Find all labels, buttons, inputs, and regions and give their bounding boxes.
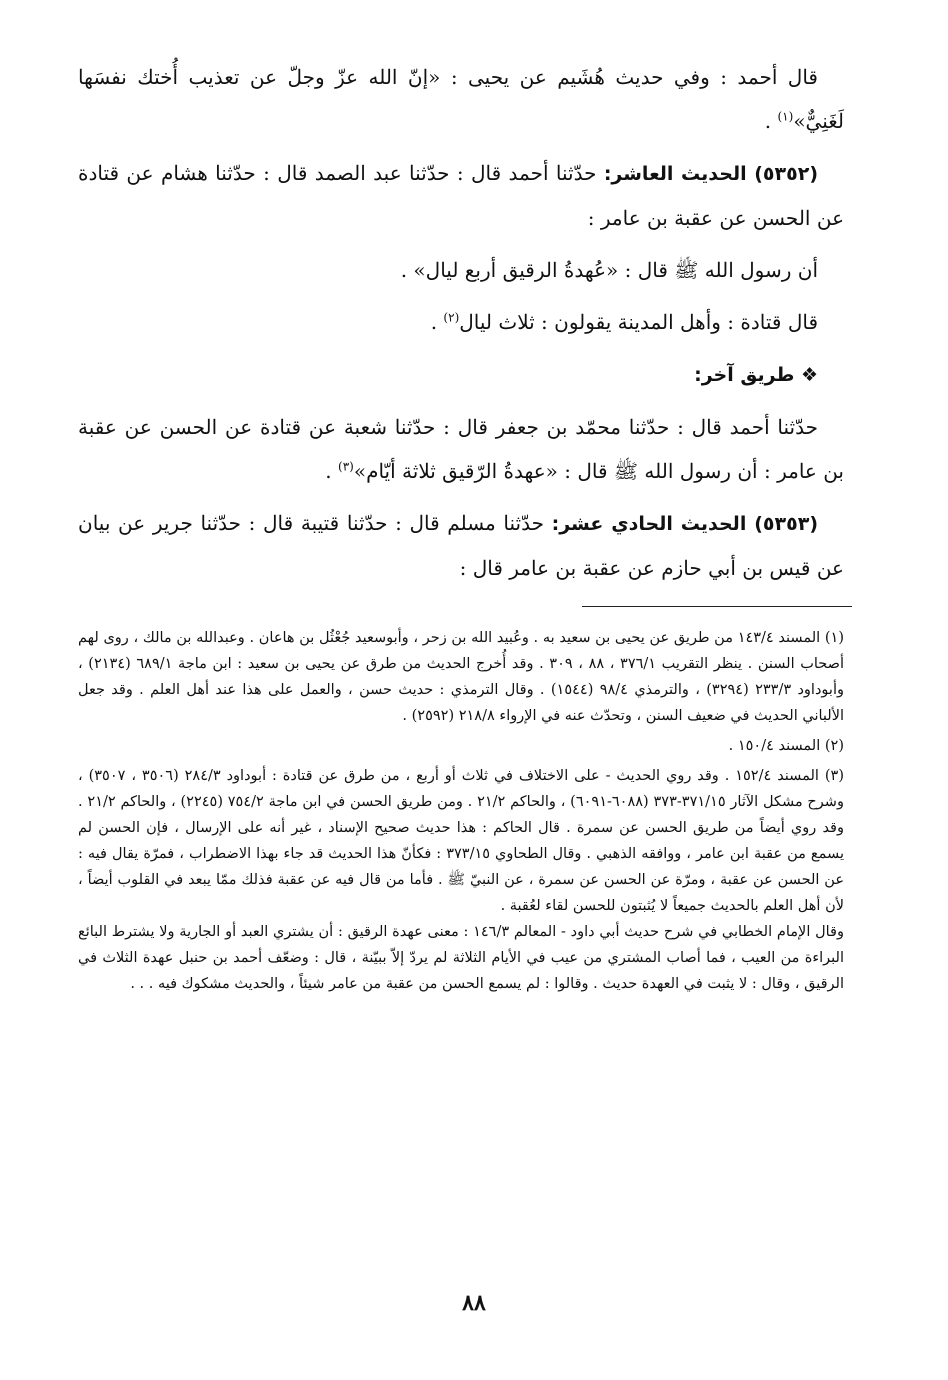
hadith-10 [78,151,844,240]
hadith-10-chain: حدّثنا أحمد قال : حدّثنا عبد الصمد قال : حدّثنا هشام عن قتادة عن الحسن عن عقبة بن عامر : [78,161,844,230]
footnote-3-continuation: وقال الإمام الخطابي في شرح حديث أبي داود - المعالم ١٤٦/٣ : معنى عهدة الرقيق : أن يشتري العبد أو الجارية ولا يشترط البائع البراءة من العيب ، فما أصاب المشتري من عيب في الأيام الثلاثة لم يردّ إلاّ ببيّنة ، قال : وضعّف أحمد بن حنبل عهدة الثلاث في الرقيق ، وقال : لا يثبت في العهدة حديث . وقالوا : لم يسمع الحسن من عقبة من عامر شيئاً ، والحديث مشكوك فيه . . . [78,924,844,992]
paragraph-another-path [78,405,844,493]
footnote-separator [582,606,852,607]
footnote-ref-3[interactable]: (٣) [338,459,354,474]
paragraph-qatada [78,300,844,344]
quote-text: قال أحمد : وفي حديث هُشَيم عن يحيى : «إنّ الله عزّ وجلّ عن تعذيب أُختك نفسَها لَغَنِيٌّ» [78,65,844,133]
footnotes [78,625,844,997]
another-path-text: حدّثنا أحمد قال : حدّثنا محمّد بن جعفر قال : حدّثنا شعبة عن قتادة عن الحسن عن عقبة بن عامر : أن رسول الله ﷺ قال : «عهدةُ الرّقيق ثلاثة أيّام» [78,415,844,483]
paragraph-ahmad-quote [78,55,844,143]
hadith-11-title: (٥٣٥٣) الحديث الحادي عشر: [551,513,818,535]
footnote-2: (٢) المسند ١٥٠/٤ . [728,738,844,754]
hadith-11 [78,501,844,590]
page-number: ٨٨ [462,1290,486,1316]
qatada-text: قال قتادة : وأهل المدينة يقولون : ثلاث ليال [459,310,818,334]
another-path-title: ❖ طريق آخر: [694,364,818,386]
another-path-heading [78,352,844,397]
hadith-10-title: (٥٣٥٢) الحديث العاشر: [603,163,818,185]
main-text [78,55,844,590]
footnote-ref-2[interactable]: (٢) [443,310,460,325]
hadith-11-chain: حدّثنا مسلم قال : حدّثنا قتيبة قال : حدّثنا جرير عن بيان عن قيس بن أبي حازم عن عقبة بن عامر قال : [78,511,844,580]
footnote-3: (٣) المسند ١٥٢/٤ . وقد روي الحديث - على الاختلاف في ثلاث أو أربع ، من طرق عن قتادة : أبوداود ٢٨٤/٣ (٣٥٠٦ ، ٣٥٠٧) ، وشرح مشكل الآثار ٣٧١/١٥-٣٧٣ (٦٠٨٨-٦٠٩١) ، والحاكم ٢١/٢ . ومن طريق الحسن في ابن ماجة ٧٥٤/٢ (٢٢٤٥) ، والحاكم ٢١/٢ . وقد روي أيضاً من طريق الحسن عن سمرة . قال الحاكم : هذا حديث صحيح الإسناد ، غير أنه على الإرسال ، فإن الحسن لم يسمع من عقبة ابن عامر ، ووافقه الذهبي . وقال الطحاوي ٣٧٣/١٥ : فكأنّ هذا الحديث قد جاء بهذا الاضطراب ، فمرّة يقال فيه : عن الحسن عن عقبة ، ومرّة عن الحسن عن سمرة ، عن النبيّ ﷺ . فأما من قال فيه عن عقبة فذلك ممّا يبعد في القلوب أيضاً ، لأن أهل العلم بالحديث جميعاً لا يُثبتون للحسن لقاء لعُقبة . [78,768,845,914]
footnote-1: (١) المسند ١٤٣/٤ من طريق عن يحيى بن سعيد به . وعُبيد الله بن زحر ، وأبوسعيد جُعْثُل بن هاعان . وعبدالله بن مالك ، روى لهم أصحاب السنن . ينظر التقريب ٣٧٦/١ ، ٨٨ ، ٣٠٩ . وقد أُخرج الحديث من طرق عن يحيى بن سعيد : ابن ماجة ٦٨٩/١ (٢١٣٤) ، وأبوداود ٢٣٣/٣ (٣٢٩٤) ، والترمذي ٩٨/٤ (١٥٤٤) . وقال الترمذي : حديث حسن ، والعمل على هذا عند أهل العلم . وقد جعل الألباني الحديث في ضعيف السنن ، وتحدّث عنه في الإرواء ٢١٨/٨ (٢٥٩٢) . [78,630,844,724]
punct: . [764,109,778,133]
punct: . [325,459,339,483]
punct: . [430,310,444,334]
footnote-ref-1[interactable]: (١) [777,109,794,124]
paragraph-hadith-10-text: أن رسول الله ﷺ قال : «عُهدةُ الرقيق أربع ليال» . [400,258,818,282]
